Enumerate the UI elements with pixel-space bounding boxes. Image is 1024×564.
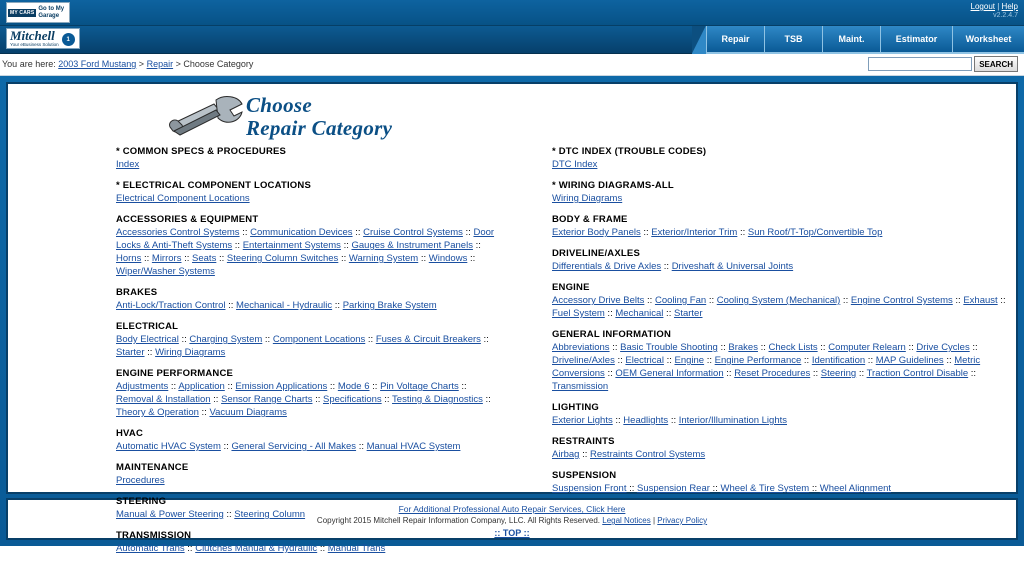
category-link-list [116, 474, 502, 487]
copyright-text: Copyright 2015 Mitchell Repair Information Company, LLC. All Rights Reserved. [316, 516, 601, 525]
category-heading: ACCESSORIES & EQUIPMENT [116, 214, 259, 225]
link-separator: :: [312, 394, 324, 405]
category-link[interactable]: Theory & Operation [116, 407, 199, 418]
category-link[interactable]: Entertainment Systems [242, 240, 341, 251]
search-input[interactable] [868, 57, 972, 71]
category-link[interactable]: Automatic Trans [116, 543, 185, 554]
category-link-list [116, 226, 502, 278]
category-link-list [552, 341, 1006, 393]
category-link[interactable]: Anti-Lock/Traction Control [116, 300, 226, 311]
category-link[interactable]: Sensor Range Charts [221, 394, 313, 405]
category-link[interactable]: Cooling Fan [654, 295, 707, 306]
category-link[interactable]: Application [178, 381, 225, 392]
category-link[interactable]: Fuel System [552, 308, 605, 319]
link-separator: :: [856, 368, 867, 379]
link-separator: :: [216, 253, 227, 264]
category-heading: ELECTRICAL [116, 321, 179, 332]
category-heading: * DTC INDEX (TROUBLE CODES) [552, 146, 707, 157]
category-link[interactable]: Metric Conversions [552, 355, 981, 379]
category-link[interactable]: Communication Devices [250, 227, 353, 238]
category-link[interactable]: Manual Trans [327, 543, 386, 554]
category-link[interactable]: Steering [820, 368, 857, 379]
category-group [116, 368, 502, 419]
nav-slant-decoration [692, 26, 706, 54]
search-area [868, 56, 1018, 72]
link-separator: :: [717, 342, 729, 353]
category-link[interactable]: Mirrors [151, 253, 182, 264]
category-link[interactable]: Component Locations [272, 334, 366, 345]
category-heading: ENGINE [552, 282, 590, 293]
link-separator: :: [184, 543, 196, 554]
link-separator: :: [480, 334, 489, 345]
link-separator: :: [220, 441, 232, 452]
category-link[interactable]: Computer Relearn [828, 342, 906, 353]
logout-link[interactable]: Logout [970, 2, 995, 11]
category-link-list [116, 440, 502, 453]
category-link[interactable]: Horns [116, 253, 142, 264]
category-link-list [552, 226, 1006, 239]
my-cars-icon [8, 9, 36, 17]
category-link[interactable]: Procedures [116, 475, 165, 486]
category-link[interactable]: Brakes [728, 342, 758, 353]
link-separator: :: [144, 347, 156, 358]
category-link[interactable]: Charging System [189, 334, 263, 345]
category-link-list [552, 482, 1006, 495]
category-link[interactable]: Exhaust [963, 295, 998, 306]
category-link[interactable]: Body Electrical [116, 334, 179, 345]
link-separator: :: [809, 483, 820, 494]
back-to-top-link[interactable]: :: TOP :: [494, 528, 530, 538]
category-link-list [552, 192, 1006, 205]
mitchell-badge-icon: 1 [62, 33, 75, 46]
category-link[interactable]: Wheel Alignment [819, 483, 892, 494]
category-link[interactable]: Traction Control Disable [866, 368, 969, 379]
version-label: v2.2.4.7 [993, 12, 1018, 19]
category-heading: GENERAL INFORMATION [552, 329, 672, 340]
category-link[interactable]: Basic Trouble Shooting [620, 342, 718, 353]
category-link[interactable]: Cooling System (Mechanical) [716, 295, 841, 306]
link-separator: :: [224, 381, 236, 392]
mitchell-tagline: Your eBusiness Solution [10, 42, 59, 47]
category-link[interactable]: Drive Cycles [916, 342, 970, 353]
link-separator: :: [178, 334, 190, 345]
category-link[interactable]: Pin Voltage Charts [380, 381, 459, 392]
category-group [116, 462, 502, 487]
link-separator: :: [482, 394, 491, 405]
category-link[interactable]: Removal & Installation [116, 394, 211, 405]
category-group [116, 214, 502, 278]
link-separator: :: [223, 509, 235, 520]
logo-bar [0, 26, 1024, 54]
main-nav-tabs [692, 26, 1024, 54]
mitchell-wordmark: Mitchell [10, 28, 55, 43]
tab-estimator[interactable]: Estimator [880, 26, 952, 54]
link-separator: :: [356, 441, 367, 452]
legal-notices-link[interactable]: Legal Notices [602, 516, 651, 525]
category-link-list [552, 260, 1006, 273]
category-group [552, 146, 1006, 171]
category-link[interactable]: Steering Column [234, 509, 306, 520]
link-separator: :: [168, 381, 179, 392]
category-link[interactable]: Exterior/Interior Trim [651, 227, 738, 238]
category-link[interactable]: Driveline/Axles [552, 355, 615, 366]
category-link[interactable]: Headlights [623, 415, 669, 426]
link-separator: :: [668, 415, 679, 426]
category-link[interactable]: Engine Control Systems [850, 295, 953, 306]
category-heading: BODY & FRAME [552, 214, 628, 225]
breadcrumb-separator-2: > [175, 59, 181, 69]
top-bar [0, 0, 1024, 26]
category-link[interactable]: Restraints Control Systems [590, 449, 706, 460]
link-separator: :: [968, 368, 977, 379]
category-link[interactable]: Wiring Diagrams [552, 193, 623, 204]
link-separator: :: [663, 308, 674, 319]
category-link[interactable]: Electrical [625, 355, 664, 366]
category-heading: BRAKES [116, 287, 158, 298]
category-heading: ENGINE PERFORMANCE [116, 368, 234, 379]
category-link[interactable]: MAP Guidelines [875, 355, 944, 366]
category-link[interactable]: Adjustments [116, 381, 169, 392]
tab-maint[interactable]: Maint. [822, 26, 880, 54]
category-link[interactable]: Fuses & Circuit Breakers [375, 334, 481, 345]
category-link[interactable]: Index [116, 159, 140, 170]
category-link[interactable]: Steering Column Switches [226, 253, 339, 264]
link-separator: :: [381, 394, 393, 405]
category-group [116, 530, 502, 555]
tab-worksheet[interactable]: Worksheet [952, 26, 1024, 54]
category-columns [8, 146, 1016, 564]
link-separator: :: [327, 381, 338, 392]
category-link[interactable]: Clutches Manual & Hydraulic [195, 543, 318, 554]
category-link[interactable]: Exterior Body Panels [552, 227, 641, 238]
category-heading: * WIRING DIAGRAMS-ALL [552, 180, 674, 191]
category-link[interactable]: Parking Brake System [342, 300, 437, 311]
category-link[interactable]: Airbag [552, 449, 580, 460]
category-heading: * COMMON SPECS & PROCEDURES [116, 146, 287, 157]
link-separator: :: [198, 407, 210, 418]
page-title-line1: Choose [246, 93, 312, 117]
category-link-list [116, 192, 502, 205]
category-link[interactable]: Specifications [323, 394, 382, 405]
category-link[interactable]: Wiper/Washer Systems [116, 266, 215, 277]
category-link-list [116, 380, 502, 419]
help-link[interactable]: Help [1001, 2, 1018, 11]
category-heading: SUSPENSION [552, 470, 617, 481]
left-column [8, 146, 512, 564]
category-link[interactable]: Electrical Component Locations [116, 193, 250, 204]
category-link[interactable]: Mode 6 [337, 381, 370, 392]
category-link[interactable]: Vacuum Diagrams [209, 407, 287, 418]
link-separator: :: [232, 240, 243, 251]
search-button[interactable]: SEARCH [974, 56, 1018, 72]
category-link[interactable]: Automatic HVAC System [116, 441, 221, 452]
breadcrumb-repair-link[interactable]: Repair [146, 59, 174, 69]
category-heading: HVAC [116, 428, 144, 439]
link-separator: :: [338, 253, 349, 264]
link-separator: :: [757, 342, 769, 353]
link-separator: :: [644, 295, 655, 306]
category-link[interactable]: Engine Performance [714, 355, 802, 366]
page-background [0, 76, 1024, 554]
category-link[interactable]: Starter [673, 308, 703, 319]
category-group [116, 428, 502, 453]
category-link[interactable]: Manual & Power Steering [116, 509, 224, 520]
category-group [552, 180, 1006, 205]
link-separator: :: [365, 334, 376, 345]
link-separator: :: [840, 295, 851, 306]
category-link-list [116, 299, 502, 312]
category-link[interactable]: DTC Index [552, 159, 598, 170]
category-group [552, 214, 1006, 239]
category-group [116, 146, 502, 171]
category-link[interactable]: Reset Procedures [734, 368, 811, 379]
category-group [552, 402, 1006, 427]
category-link[interactable]: Driveshaft & Universal Joints [671, 261, 794, 272]
category-heading: STEERING [116, 496, 167, 507]
category-link-list [116, 508, 502, 521]
category-link[interactable]: Suspension Front [552, 483, 627, 494]
link-separator: :: [865, 355, 876, 366]
category-group [552, 436, 1006, 461]
link-separator: :: [332, 300, 343, 311]
link-separator: :: [737, 227, 748, 238]
link-separator: :: [462, 227, 474, 238]
category-link[interactable]: Transmission [552, 381, 609, 392]
category-link[interactable]: Testing & Diagnostics [392, 394, 483, 405]
tab-repair[interactable]: Repair [706, 26, 764, 54]
category-heading: * ELECTRICAL COMPONENT LOCATIONS [116, 180, 311, 191]
category-link[interactable]: Mechanical - Hydraulic [236, 300, 333, 311]
link-separator: :: [141, 253, 152, 264]
footer-divider: | [652, 516, 656, 525]
wrench-icon [168, 94, 244, 143]
breadcrumb-bar [0, 54, 1024, 76]
link-separator: :: [181, 253, 193, 264]
link-separator: :: [352, 227, 364, 238]
breadcrumb-vehicle-link[interactable]: 2003 Ford Mustang [58, 59, 137, 69]
category-group [552, 282, 1006, 320]
top-right-links [971, 2, 1018, 20]
link-separator: :: [663, 355, 675, 366]
link-separator: :: [210, 394, 222, 405]
link-separator: :: [369, 381, 381, 392]
category-link[interactable]: Wiring Diagrams [155, 347, 226, 358]
category-group [552, 329, 1006, 393]
tab-tsb[interactable]: TSB [764, 26, 822, 54]
category-link-list [116, 333, 502, 359]
category-group [116, 180, 502, 205]
link-separator: :: [626, 483, 638, 494]
link-separator: :: [604, 308, 616, 319]
link-separator: :: [997, 295, 1006, 306]
link-separator: :: [943, 355, 955, 366]
breadcrumb-prefix: You are here: [2, 59, 56, 69]
category-link[interactable]: Warning System [348, 253, 419, 264]
page-title [246, 94, 392, 140]
link-separator: :: [225, 300, 237, 311]
link-separator: :: [609, 342, 621, 353]
category-group [552, 470, 1006, 495]
category-link-list [552, 448, 1006, 461]
category-link[interactable]: Mechanical [615, 308, 664, 319]
go-to-my-garage-button[interactable] [6, 2, 70, 23]
link-separator: :: [969, 342, 978, 353]
category-link-list [552, 414, 1006, 427]
category-link[interactable]: Suspension Rear [637, 483, 710, 494]
link-separator: :: [467, 253, 476, 264]
category-heading: TRANSMISSION [116, 530, 192, 541]
breadcrumb-separator-1: > [138, 59, 145, 69]
link-separator: :: [614, 355, 626, 366]
category-link[interactable]: Interior/Illumination Lights [678, 415, 787, 426]
link-separator: :: [810, 368, 821, 379]
link-separator: :: [801, 355, 812, 366]
go-to-my-garage-label: Go to My Garage [38, 5, 65, 19]
link-separator: :: [579, 449, 591, 460]
link-separator: :: [952, 295, 964, 306]
category-link[interactable]: Cruise Control Systems [363, 227, 463, 238]
breadcrumb-current: Choose Category [183, 59, 254, 69]
link-separator: :: [709, 483, 721, 494]
link-separator: :: [418, 253, 429, 264]
page-title-area [8, 84, 1016, 146]
category-link[interactable]: Wheel & Tire System [720, 483, 810, 494]
category-link[interactable]: Accessory Drive Belts [552, 295, 645, 306]
category-link[interactable]: Starter [116, 347, 145, 358]
link-divider: | [997, 2, 1000, 11]
category-link-list [552, 294, 1006, 320]
category-heading: DRIVELINE/AXLES [552, 248, 640, 259]
category-link[interactable]: Differentials & Drive Axles [552, 261, 662, 272]
category-link[interactable]: General Servicing - All Makes [231, 441, 357, 452]
link-separator: :: [340, 240, 352, 251]
page-title-line2: Repair Category [246, 116, 393, 140]
pro-services-link[interactable]: For Additional Professional Auto Repair Services, Click Here [398, 504, 626, 514]
category-heading: LIGHTING [552, 402, 599, 413]
link-separator: :: [723, 368, 735, 379]
category-link-list [116, 158, 502, 171]
link-separator: :: [604, 368, 616, 379]
link-separator: :: [640, 227, 652, 238]
link-separator: :: [472, 240, 481, 251]
category-link[interactable]: Abbreviations [552, 342, 610, 353]
link-separator: :: [317, 543, 328, 554]
right-column [512, 146, 1016, 564]
category-link[interactable]: Exterior Lights [552, 415, 613, 426]
link-separator: :: [817, 342, 829, 353]
link-separator: :: [661, 261, 672, 272]
category-link[interactable]: Accessories Control Systems [116, 227, 240, 238]
link-separator: :: [262, 334, 273, 345]
link-separator: :: [706, 295, 717, 306]
category-group [116, 287, 502, 312]
category-link[interactable]: Emission Applications [235, 381, 328, 392]
category-link[interactable]: OEM General Information [615, 368, 724, 379]
category-link[interactable]: Gauges & Instrument Panels [351, 240, 473, 251]
privacy-policy-link[interactable]: Privacy Policy [657, 516, 708, 525]
category-link[interactable]: Engine [674, 355, 705, 366]
category-group [116, 321, 502, 359]
category-link[interactable]: Manual HVAC System [366, 441, 461, 452]
link-separator: :: [905, 342, 917, 353]
link-separator: :: [704, 355, 715, 366]
link-separator: :: [239, 227, 251, 238]
category-link[interactable]: Sun Roof/T-Top/Convertible Top [747, 227, 883, 238]
category-link-list [116, 542, 502, 555]
category-group [552, 248, 1006, 273]
category-link[interactable]: Seats [192, 253, 217, 264]
category-link[interactable]: Windows [428, 253, 468, 264]
category-link[interactable]: Identification [811, 355, 866, 366]
category-group [116, 496, 502, 521]
category-heading: RESTRAINTS [552, 436, 615, 447]
mitchell-logo[interactable] [6, 28, 80, 49]
category-link-list [552, 158, 1006, 171]
link-separator: :: [612, 415, 624, 426]
link-separator: :: [458, 381, 467, 392]
category-heading: MAINTENANCE [116, 462, 189, 473]
my-cars-logo-text: MY CARS [10, 9, 35, 16]
category-link[interactable]: Door Locks & Anti-Theft Systems [116, 227, 495, 251]
category-link[interactable]: Check Lists [768, 342, 818, 353]
